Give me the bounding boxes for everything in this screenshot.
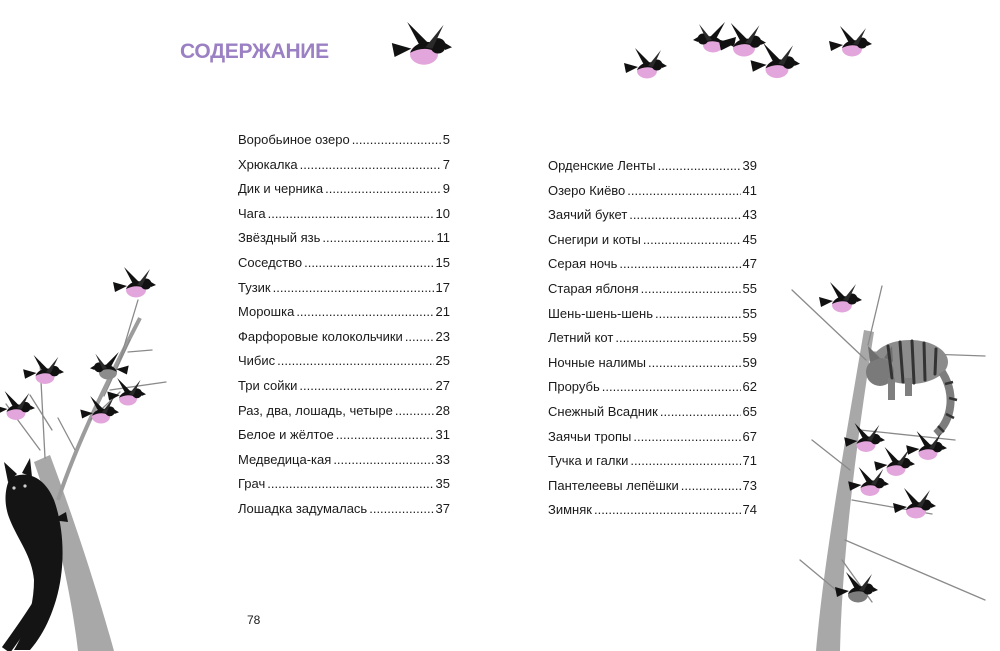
toc-entry <box>548 400 757 425</box>
toc-entry <box>238 497 450 522</box>
toc-entry <box>238 177 450 202</box>
toc-entry <box>238 423 450 448</box>
dot-leader <box>268 202 434 227</box>
bullfinch-bird <box>693 22 736 53</box>
toc-entry-page: 55 <box>742 305 757 321</box>
dot-leader <box>681 474 741 499</box>
dot-leader <box>615 326 740 351</box>
toc-entry-title: Зимняк <box>548 502 592 518</box>
toc-entry-title: Белое и жёлтое <box>238 427 334 443</box>
right-tree-twigs <box>792 286 985 602</box>
dot-leader <box>333 448 433 473</box>
toc-entry <box>238 448 450 473</box>
dot-leader <box>627 179 740 204</box>
toc-entry-title: Фарфоровые колокольчики <box>238 328 403 344</box>
toc-entry <box>548 375 757 400</box>
toc-right-column <box>548 154 757 523</box>
toc-entry-page: 65 <box>742 403 757 419</box>
birds <box>0 22 947 603</box>
dot-leader <box>619 252 740 277</box>
toc-entry <box>238 128 450 153</box>
bullfinch-bird <box>751 43 800 78</box>
bullfinch-bird <box>719 23 766 57</box>
toc-entry <box>548 277 757 302</box>
toc-entry-title: Чага <box>238 205 266 221</box>
bullfinch-bird <box>819 282 862 313</box>
dot-leader <box>629 203 740 228</box>
toc-entry-page: 71 <box>742 453 757 469</box>
dot-leader <box>352 128 441 153</box>
toc-entry <box>548 474 757 499</box>
dot-leader <box>296 300 433 325</box>
toc-entry-title: Соседство <box>238 254 303 270</box>
dot-leader <box>395 399 434 424</box>
toc-entry <box>548 449 757 474</box>
toc-entry-title: Снежный Всадник <box>548 403 658 419</box>
toc-entry-title: Лошадка задумалась <box>238 500 368 516</box>
toc-entry-title: Ночные налимы <box>548 354 647 370</box>
toc-entry <box>238 325 450 350</box>
toc-entry-title: Грач <box>238 476 266 492</box>
toc-entry <box>238 276 450 301</box>
toc-entry-title: Хрюкалка <box>238 156 298 172</box>
toc-entry-title: Прорубь <box>548 379 600 395</box>
dot-leader <box>405 325 434 350</box>
dot-leader <box>325 177 441 202</box>
toc-entry-title: Снегири и коты <box>548 231 641 247</box>
toc-entry-title: Тузик <box>238 279 271 295</box>
toc-entry-title: Три сойки <box>238 377 298 393</box>
dot-leader <box>273 276 434 301</box>
toc-entry-page: 62 <box>742 379 757 395</box>
toc-entry-title: Чибис <box>238 353 276 369</box>
bullfinch-bird <box>829 26 872 57</box>
toc-entry-title: Орденские Ленты <box>548 158 656 173</box>
page-title: СОДЕРЖАНИЕ <box>180 40 329 63</box>
toc-entry <box>238 349 450 374</box>
dot-leader <box>299 374 433 399</box>
toc-entry-title: Воробьиное озеро <box>238 132 350 147</box>
toc-entry-page: 37 <box>435 500 450 516</box>
toc-entry-title: Звёздный язь <box>238 230 321 246</box>
toc-entry <box>238 251 450 276</box>
toc-entry-page: 45 <box>742 231 757 247</box>
toc-entry <box>238 226 450 251</box>
toc-entry-page: 27 <box>435 377 450 393</box>
striped-cat-illustration <box>866 340 957 434</box>
toc-entry-page: 11 <box>436 230 450 246</box>
toc-entry-page: 31 <box>435 427 450 443</box>
toc-entry-title: Заячьи тропы <box>548 428 632 444</box>
toc-entry-page: 17 <box>435 279 450 295</box>
toc-entry <box>238 153 450 178</box>
toc-left-column <box>238 128 450 522</box>
toc-entry <box>548 203 757 228</box>
dot-leader <box>630 449 740 474</box>
dot-leader <box>300 153 441 178</box>
toc-entry <box>548 498 757 523</box>
toc-entry-page: 15 <box>435 254 450 270</box>
bullfinch-bird <box>113 267 156 298</box>
toc-entry-page: 7 <box>442 156 450 172</box>
toc-entry-title: Раз, два, лошадь, четыре <box>238 402 393 418</box>
toc-entry <box>238 374 450 399</box>
toc-entry-title: Старая яблоня <box>548 280 639 296</box>
bullfinch-bird <box>624 48 667 79</box>
dot-leader <box>602 375 741 400</box>
bullfinch-bird <box>23 355 64 384</box>
dot-leader <box>655 302 741 327</box>
toc-entry-title: Морошка <box>238 304 295 320</box>
toc-entry-title: Летний кот <box>548 330 614 346</box>
toc-entry-page: 5 <box>442 132 450 147</box>
toc-entry-page: 74 <box>742 502 757 518</box>
toc-entry <box>548 228 757 253</box>
bullfinch-bird <box>107 378 146 405</box>
toc-entry-page: 25 <box>435 353 450 369</box>
toc-entry-page: 28 <box>435 402 450 418</box>
dot-leader <box>369 497 433 522</box>
dot-leader <box>336 423 434 448</box>
left-tree-twigs <box>6 300 166 458</box>
toc-entry-page: 23 <box>435 328 450 344</box>
toc-entry-title: Серая ночь <box>548 256 618 272</box>
toc-entry <box>548 326 757 351</box>
toc-entry-title: Пантелеевы лепёшки <box>548 477 679 493</box>
toc-entry-page: 47 <box>742 256 757 272</box>
toc-entry <box>548 302 757 327</box>
toc-entry-page: 10 <box>435 205 450 221</box>
toc-entry-page: 59 <box>742 330 757 346</box>
toc-entry <box>548 252 757 277</box>
toc-entry-title: Заячий букет <box>548 207 628 223</box>
dot-leader <box>641 277 741 302</box>
dot-leader <box>660 400 741 425</box>
dot-leader <box>304 251 433 276</box>
dot-leader <box>658 154 741 179</box>
dot-leader <box>322 226 434 251</box>
toc-entry-page: 35 <box>435 476 450 492</box>
left-tree <box>4 300 166 651</box>
toc-entry-page: 9 <box>442 181 450 197</box>
toc-entry-page: 43 <box>742 207 757 223</box>
toc-entry-page: 41 <box>742 182 757 198</box>
toc-entry <box>548 154 757 179</box>
toc-entry <box>548 425 757 450</box>
bullfinch-bird <box>848 467 889 496</box>
page-number: 78 <box>247 613 261 627</box>
toc-entry <box>548 179 757 204</box>
toc-entry <box>238 300 450 325</box>
dot-leader <box>648 351 741 376</box>
toc-entry-page: 21 <box>435 304 450 320</box>
toc-entry-title: Медведица-кая <box>238 451 332 467</box>
dot-leader <box>633 425 740 450</box>
dot-leader <box>267 472 433 497</box>
toc-entry-page: 39 <box>742 158 757 173</box>
toc-entry <box>238 399 450 424</box>
toc-entry <box>238 472 450 497</box>
toc-entry-title: Озеро Киёво <box>548 182 626 198</box>
toc-entry-page: 59 <box>742 354 757 370</box>
toc-entry-page: 67 <box>742 428 757 444</box>
toc-entry-title: Шень-шень-шень <box>548 305 653 321</box>
toc-entry <box>238 202 450 227</box>
toc-entry-page: 73 <box>742 477 757 493</box>
toc-entry-title: Дик и черника <box>238 181 324 197</box>
toc-entry <box>548 351 757 376</box>
toc-entry-page: 55 <box>742 280 757 296</box>
toc-entry-title: Тучка и галки <box>548 453 629 469</box>
toc-entry-page: 33 <box>435 451 450 467</box>
dot-leader <box>594 498 741 523</box>
dot-leader <box>643 228 741 253</box>
dot-leader <box>277 349 433 374</box>
bullfinch-bird <box>392 22 452 65</box>
